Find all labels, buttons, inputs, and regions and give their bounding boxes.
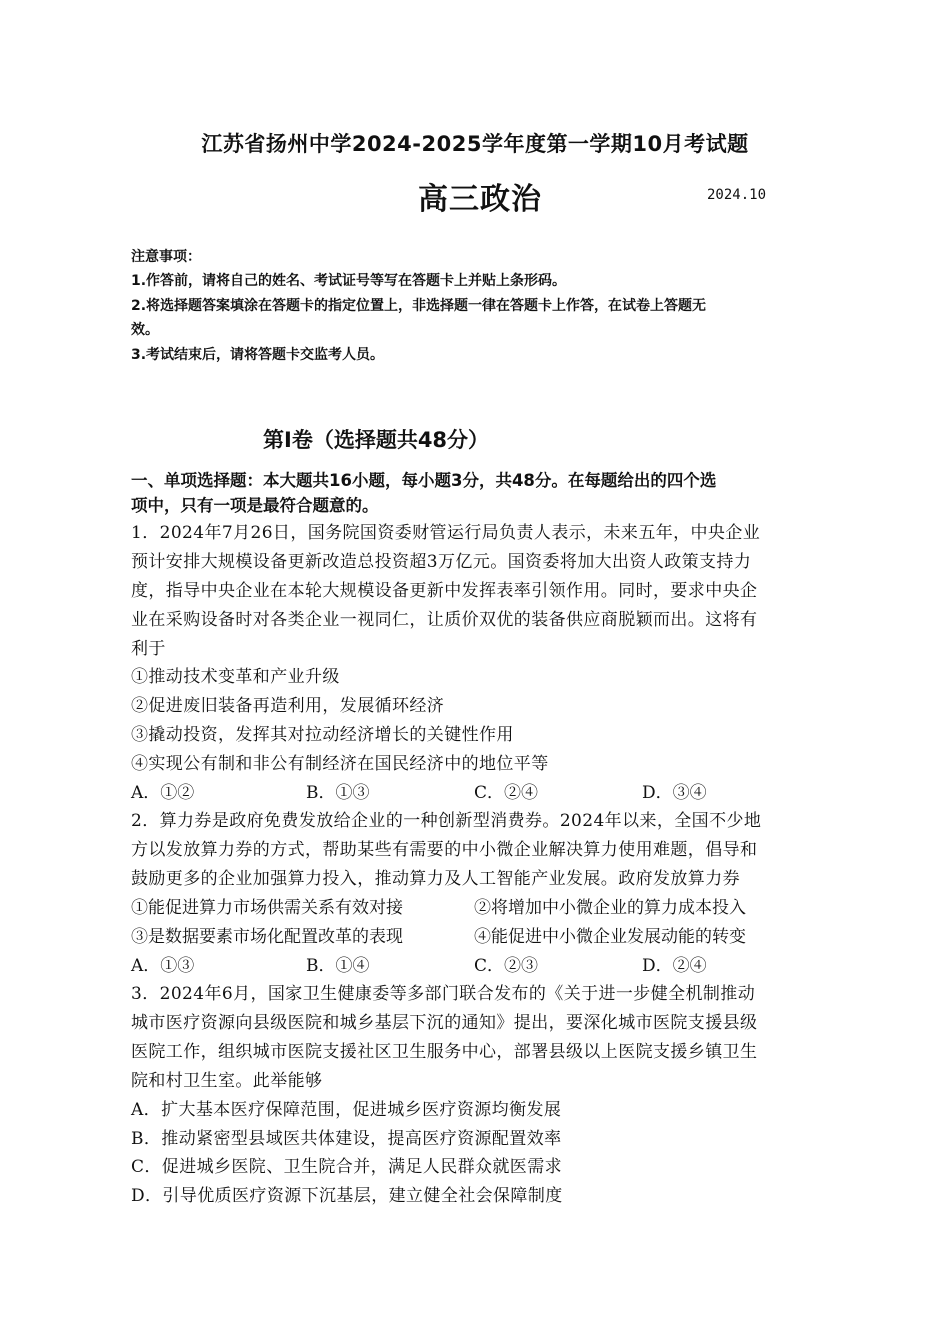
notice-item: 2.将选择题答案填涂在答题卡的指定位置上，非选择题一律在答题卡上作答，在试卷上答题无 (131, 298, 707, 314)
question-3-option-b: B．推动紧密型县域医共体建设，提高医疗资源配置效率 (131, 1129, 562, 1149)
question-2-option-b: B．①④ (306, 956, 370, 976)
question-1-stem: 度，指导中央企业在本轮大规模设备更新中发挥表率引领作用。同时，要求中央企 (131, 581, 758, 601)
notice-heading: 注意事项： (131, 249, 201, 265)
question-1-option-a: A．①② (131, 783, 195, 803)
question-1-option-b: B．①③ (306, 783, 370, 803)
notice-item: 3.考试结束后，请将答题卡交监考人员。 (131, 347, 385, 363)
question-2-stem: 方以发放算力券的方式，帮助某些有需要的中小微企业解决算力使用难题，倡导和 (131, 840, 758, 860)
notice-item: 效。 (131, 322, 159, 338)
question-2-option-d: D．②④ (642, 956, 707, 976)
question-3-stem: 3．2024年6月，国家卫生健康委等多部门联合发布的《关于进一步健全机制推动 (131, 984, 756, 1004)
question-1-item: ③撬动投资，发挥其对拉动经济增长的关键性作用 (131, 725, 514, 745)
question-1-stem: 利于 (131, 639, 166, 659)
question-1-option-d: D．③④ (642, 783, 707, 803)
question-3-option-c: C．促进城乡医院、卫生院合并，满足人民群众就医需求 (131, 1157, 563, 1177)
exam-date: 2024.10 (707, 187, 767, 203)
exam-title: 江苏省扬州中学2024-2025学年度第一学期10月考试题 (201, 132, 749, 156)
question-2-stem: 2．算力券是政府免费发放给企业的一种创新型消费券。2024年以来，全国不少地 (131, 811, 762, 831)
question-1-item: ①推动技术变革和产业升级 (131, 667, 340, 687)
question-2-item: ③是数据要素市场化配置改革的表现 (131, 927, 403, 947)
section-title: 第Ⅰ卷（选择题共48分） (263, 428, 490, 452)
question-2-item: ①能促进算力市场供需关系有效对接 (131, 898, 403, 918)
question-2-option-a: A．①③ (131, 956, 195, 976)
question-3-stem: 医院工作，组织城市医院支援社区卫生服务中心，部署县级以上医院支援乡镇卫生 (131, 1042, 758, 1062)
question-3-option-d: D．引导优质医疗资源下沉基层，建立健全社会保障制度 (131, 1186, 563, 1206)
question-3-stem: 城市医疗资源向县级医院和城乡基层下沉的通知》提出，要深化城市医院支援县级 (131, 1013, 758, 1033)
question-3-stem: 院和村卫生室。此举能够 (131, 1071, 323, 1091)
question-1-stem: 预计安排大规模设备更新改造总投资超3万亿元。国资委将加大出资人政策支持力 (131, 552, 752, 572)
question-2-option-c: C．②③ (474, 956, 539, 976)
question-1-item: ④实现公有制和非公有制经济在国民经济中的地位平等 (131, 754, 549, 774)
question-2-item: ②将增加中小微企业的算力成本投入 (474, 898, 746, 918)
question-1-stem: 1．2024年7月26日，国务院国资委财管运行局负责人表示，未来五年，中央企业 (131, 523, 761, 543)
question-1-option-c: C．②④ (474, 783, 539, 803)
notice-item: 1.作答前，请将自己的姓名、考试证号等写在答题卡上并贴上条形码。 (131, 273, 567, 289)
question-1-stem: 业在采购设备时对各类企业一视同仁，让质价双优的装备供应商脱颖而出。这将有 (131, 610, 758, 630)
question-2-item: ④能促进中小微企业发展动能的转变 (474, 927, 746, 947)
exam-subject: 高三政治 (418, 182, 542, 217)
section-instructions: 项中，只有一项是最符合题意的。 (131, 496, 379, 515)
question-2-stem: 鼓励更多的企业加强算力投入，推动算力及人工智能产业发展。政府发放算力券 (131, 869, 740, 889)
question-1-item: ②促进废旧装备再造利用，发展循环经济 (131, 696, 445, 716)
section-instructions: 一、单项选择题：本大题共16小题，每小题3分，共48分。在每题给出的四个选 (131, 471, 717, 490)
question-3-option-a: A．扩大基本医疗保障范围，促进城乡医疗资源均衡发展 (131, 1100, 562, 1120)
